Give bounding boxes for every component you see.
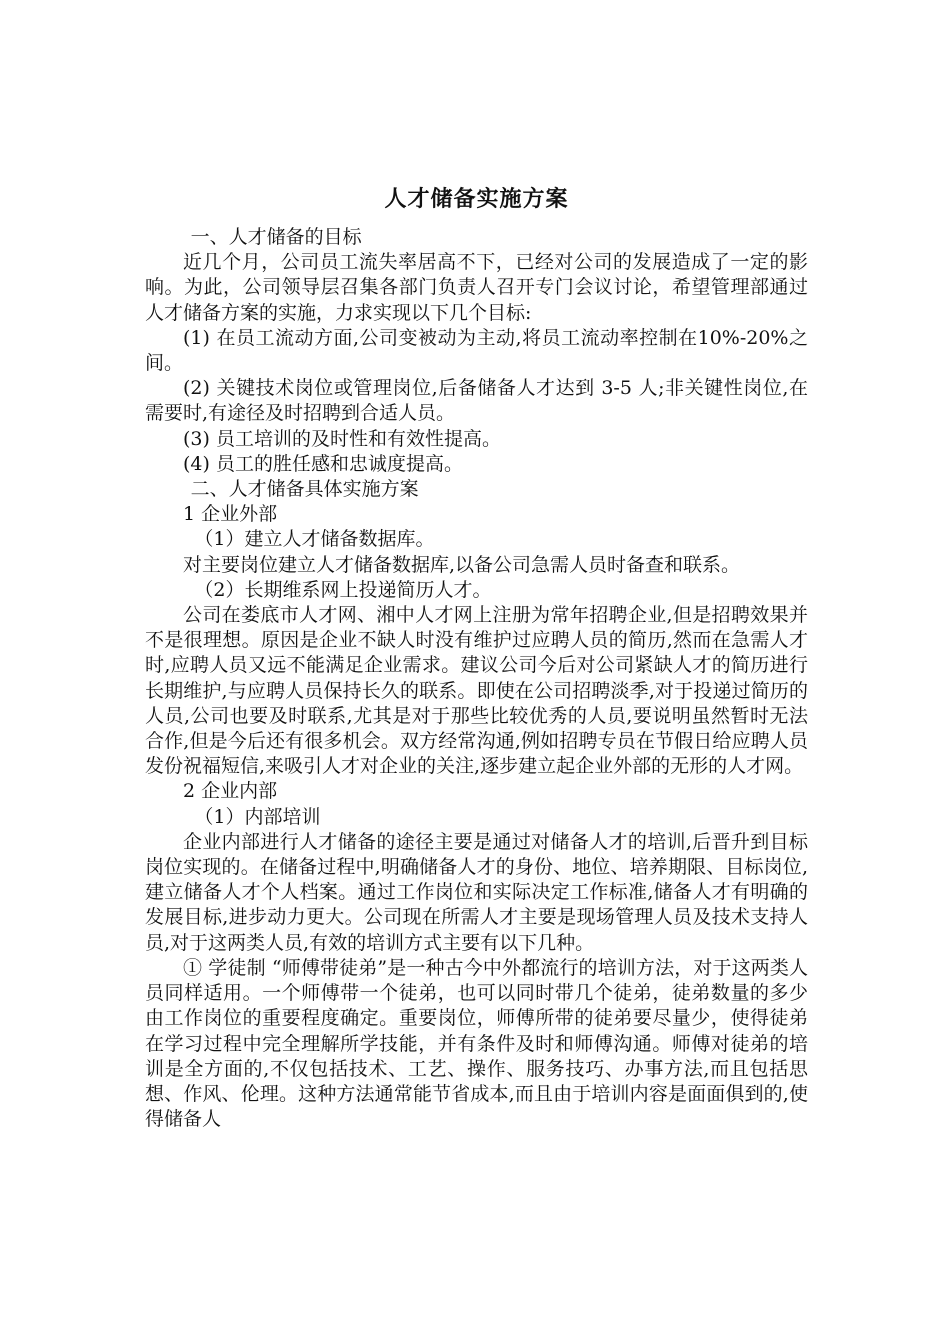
subsection-heading-internal: 2 企业内部 [183, 780, 278, 803]
goal-item-4: (4) 员工的胜任感和忠诚度提高。 [183, 452, 463, 475]
section-heading-plan: 二、人才储备具体实施方案 [190, 478, 419, 501]
section-heading-goals: 一、人才储备的目标 [190, 226, 362, 248]
document-body [145, 180, 808, 1132]
paragraph-database: 对主要岗位建立人才储备数据库,以备公司急需人员时备查和联系。 [183, 553, 741, 576]
item-heading-database: （1）建立人才储备数据库。 [194, 528, 435, 551]
paragraph-apprenticeship: ① 学徒制 “师傅带徒弟”是一种古今中外都流行的培训方法，对于这两类人员同样适用。一个师傅带一个徒弟，也可以同时带几个徒弟，徒弟数量的多少由工作岗位的重要程度确定。重要岗位，师傅所带的徒弟要尽量少，使得徒弟在学习过程中完全理解所学技能，并有条件及时和师傅沟通。师傅对徒弟的培训是全方面的,不仅包括技术、工艺、操作、服务技巧、办事方法,而且包括思想、作风、伦理。这种方法通常能节省成本,而且由于培训内容是面面俱到的,使得储备人 [145, 956, 808, 1131]
goal-item-1: (1) 在员工流动方面,公司变被动为主动,将员工流动率控制在10%-20%之间。 [145, 326, 808, 375]
document-title: 人才储备实施方案 [384, 187, 569, 212]
paragraph-online-resumes: 公司在娄底市人才网、湘中人才网上注册为常年招聘企业,但是招聘效果并不是很理想。原因是企业不缺人时没有维护过应聘人员的简历,然而在急需人才时,应聘人员又远不能满足企业需求。建议公司今后对公司紧缺人才的简历进行长期维护,与应聘人员保持长久的联系。即使在公司招聘淡季,对于投递过简历的人员,公司也要及时联系,尤其是对于那些比较优秀的人员,要说明虽然暂时无法合作,但是今后还有很多机会。双方经常沟通,例如招聘专员在节假日给应聘人员发份祝福短信,来吸引人才对企业的关注,逐步建立起企业外部的无形的人才网。 [145, 604, 808, 778]
item-heading-training: （1）内部培训 [194, 805, 321, 828]
item-heading-online-resumes: （2）长期维系网上投递简历人才。 [194, 578, 492, 601]
goal-item-3: (3) 员工培训的及时性和有效性提高。 [183, 427, 501, 450]
paragraph-background: 近几个月，公司员工流失率居高不下，已经对公司的发展造成了一定的影响。为此，公司领导层召集各部门负责人召开专门会议讨论，希望管理部通过人才储备方案的实施，力求实现以下几个目标: [145, 251, 808, 324]
goal-item-2: (2) 关键技术岗位或管理岗位,后备储备人才达到 3-5 人;非关键性岗位,在需要时,有途径及时招聘到合适人员。 [145, 377, 808, 425]
subsection-heading-external: 1 企业外部 [183, 503, 278, 526]
paragraph-training: 企业内部进行人才储备的途径主要是通过对储备人才的培训,后晋升到目标岗位实现的。在储备过程中,明确储备人才的身份、地位、培养期限、目标岗位,建立储备人才个人档案。通过工作岗位和实际决定工作标准,储备人才有明确的发展目标,进步动力更大。公司现在所需人才主要是现场管理人员及技术支持人员,对于这两类人员,有效的培训方式主要有以下几种。 [145, 830, 808, 954]
